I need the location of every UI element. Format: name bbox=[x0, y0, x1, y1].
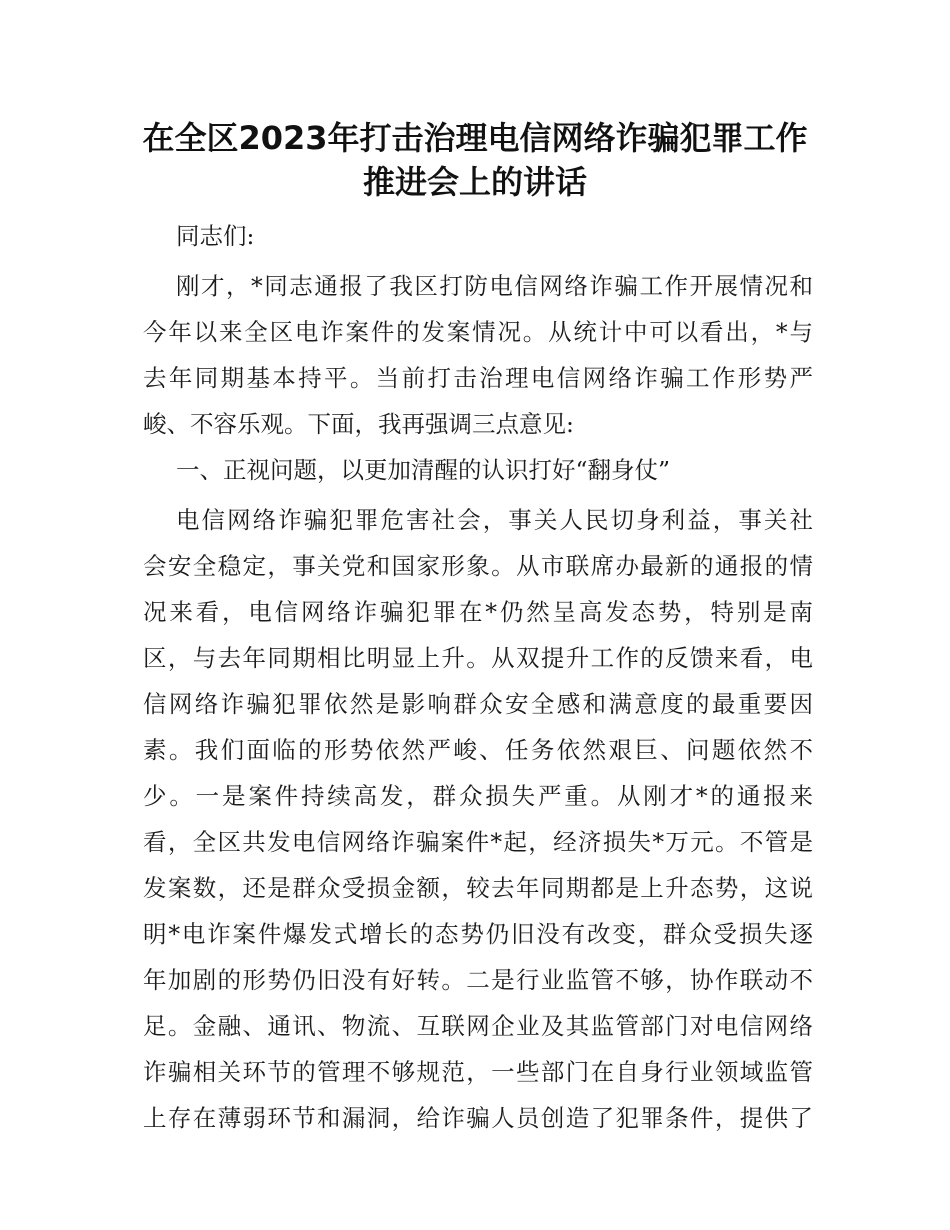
paragraph-2-line: 明*电诈案件爆发式增长的态势仍旧没有改变，群众受损失逐 bbox=[143, 920, 813, 948]
title-line-2: 推进会上的讲话 bbox=[362, 163, 587, 201]
paragraph-1-line: 刚才，*同志通报了我区打防电信网络诈骗工作开展情况和 bbox=[176, 272, 813, 300]
paragraph-2-line: 看，全区共发电信网络诈骗案件*起，经济损失*万元。不管是 bbox=[143, 828, 813, 856]
paragraph-2-line: 上存在薄弱环节和漏洞，给诈骗人员创造了犯罪条件，提供了 bbox=[143, 1104, 813, 1132]
paragraph-2-line: 信网络诈骗犯罪依然是影响群众安全感和满意度的最重要因 bbox=[143, 690, 813, 718]
paragraph-1-line: 今年以来全区电诈案件的发案情况。从统计中可以看出，*与 bbox=[143, 318, 813, 346]
paragraph-2-line: 素。我们面临的形势依然严峻、任务依然艰巨、问题依然不 bbox=[143, 736, 813, 764]
paragraph-2-line: 况来看，电信网络诈骗犯罪在*仍然呈高发态势，特别是南 bbox=[143, 598, 813, 626]
paragraph-2-line: 少。一是案件持续高发，群众损失严重。从刚才*的通报来 bbox=[143, 782, 813, 810]
paragraph-2-line: 会安全稳定，事关党和国家形象。从市联席办最新的通报的情 bbox=[143, 552, 813, 580]
paragraph-2-line: 诈骗相关环节的管理不够规范，一些部门在自身行业领域监管 bbox=[143, 1058, 813, 1086]
paragraph-2-line: 年加剧的形势仍旧没有好转。二是行业监管不够，协作联动不 bbox=[143, 966, 813, 994]
paragraph-2-line: 足。金融、通讯、物流、互联网企业及其监管部门对电信网络 bbox=[143, 1012, 813, 1040]
title-line-1: 在全区2023年打击治理电信网络诈骗犯罪工作 bbox=[142, 119, 808, 157]
paragraph-2-line: 发案数，还是群众受损金额，较去年同期都是上升态势，这说 bbox=[143, 874, 813, 902]
salutation: 同志们: bbox=[176, 222, 255, 250]
section-heading-1: 一、正视问题，以更加清醒的认识打好“翻身仗” bbox=[176, 456, 671, 484]
paragraph-1-line: 去年同期基本持平。当前打击治理电信网络诈骗工作形势严 bbox=[143, 364, 813, 392]
paragraph-2-line: 电信网络诈骗犯罪危害社会，事关人民切身利益，事关社 bbox=[176, 506, 813, 534]
paragraph-1-line: 峻、不容乐观。下面，我再强调三点意见: bbox=[143, 410, 574, 438]
paragraph-2-line: 区，与去年同期相比明显上升。从双提升工作的反馈来看，电 bbox=[143, 644, 813, 672]
